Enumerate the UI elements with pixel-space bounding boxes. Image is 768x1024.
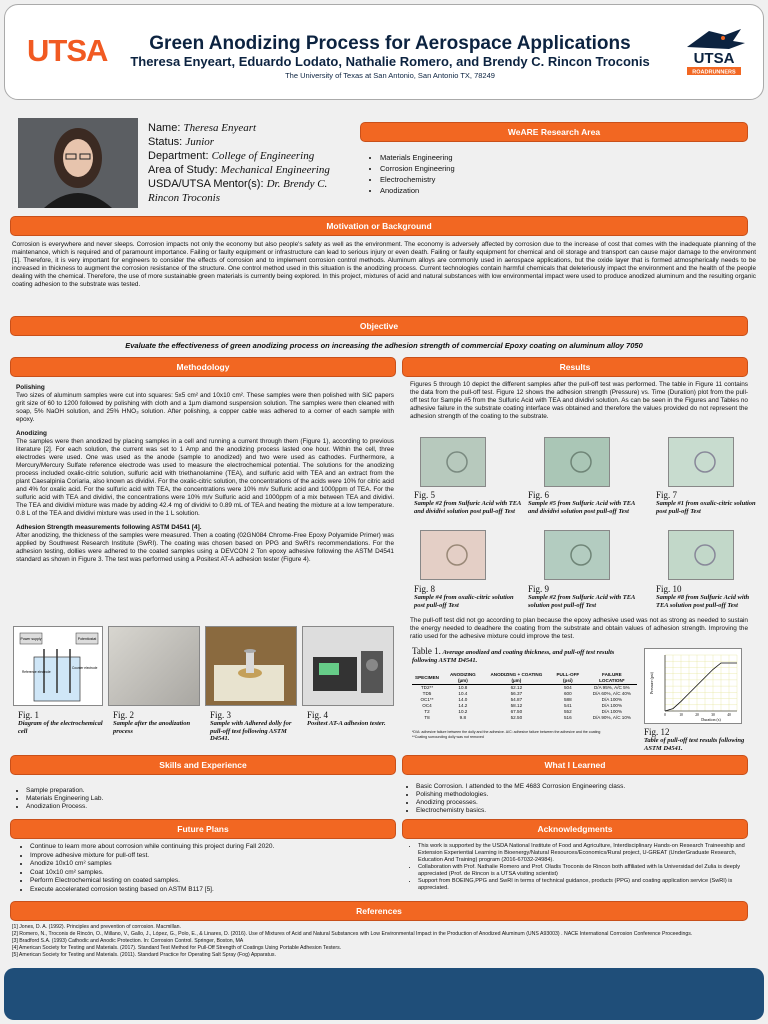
roadrunner-logo-icon [679,27,749,79]
fig1-cell-diagram [13,626,103,706]
x-tick-label: 10 [679,713,683,717]
fig5-photo [420,437,486,487]
fig3-caption: Fig. 3 Sample with Adhered dolly for pull-off test following ASTM D4541. [210,710,292,742]
results-heading: Results [402,357,748,377]
learned-list: • Basic Corrosion. I attended to the ME 4683 Corrosion Engineering class. • Polishing methodologies. • Anodizing processes. • Electrochemistry basics. [404,783,625,815]
student-photo [18,118,138,208]
motivation-text: Corrosion is everywhere and never sleeps. Corrosion impacts not only the economy but also people's safety as well as the environment. The economy is adversely affected by corrosion due to the increase of cost that comes with the inadequate planning of the maintenance, which is required and of paramount importance. Failing or faulty equipment or infrastructure can lead to serious injury or even death. Failing or faulty equipment for chemical and oil storage and transport can cause major damage to the environment [1]. Therefore, it is very important for engineers to consider the effects of corrosion and to implement corrosion control methods. Aluminum alloys are commonly used in aerospace applications, but the oxide layer that is formed atmospherically needs to be increased in thickness to augment the corrosion resistance of the structure. One control method used in this situation is the anodizing process. Current technologies contain harmful chemicals that deleteriously impact the environment and the health of the people dealing with the chemical. Therefore, the use of more sustainable green materials is currently being explored. In this project, mixtures of acid and natural substances with low environmental impact were used to produce anodized aluminum and the resulting organic coating adhesion to the substrate was tested. [12,241,756,288]
motivation-heading: Motivation or Background [10,216,748,236]
svg-text:UTSA: UTSA [693,50,735,67]
fig6-caption: Fig. 6 Sample #5 from Sulfuric Acid with TEA and dividivi solution post pull-off Test [528,490,636,515]
x-axis-label: Duration (s) [701,717,721,722]
results-table: SPECIMEN ANODIZING (µm) ANODIZING + COATING (µm) PULL-OFF (psi) FAILURE LOCATION* TD2** 10.8 62.12 504 D/A 95%, A/C 5% TD5 10.4 56.37 600 D/A 60%, A/C 40% OC1** 14.0 54.87 588 D/A 100% OC4 14.2 58.12 541 D/A 100% T2 10.2 67.50 552 D/A 100% T8 9.8 52.50 516 D/A 90%, A/C 10% [412,672,637,721]
table-row: TD2** 10.8 62.12 504 D/A 95%, A/C 5% [420,685,630,690]
fig2-anodized-sample [108,626,200,706]
fig5-caption: Fig. 5 Sample #2 from Sulfuric Acid with TEA and dividivi solution post pull-off Test [414,490,522,515]
fig2-caption: Fig. 2 Sample after the anodization process [113,710,191,735]
fig7-photo [668,437,734,487]
ack-list: • This work is supported by the USDA National Institute of Food and Agriculture, Interdisciplinary Hands-on Research Traineeship and Extension Experiential Learning in Bioenergy/Natural Resources/Economics/Rural project, U-GREAT (UnderGraduate Research, Education And Training) program (2016-67032-24984). • Collaboration with Prof. Nathalie Romero and Prof. Oladis Troconis de Rincon both affiliated with la Universidad del Zulia is deeply appreciated (Prof. de Rincon is a UTSA visiting scientist) • Support from BOEING,PPG and SwRI in terms of technical guidance, products (PPG) and coating application service (SwRI) is appreciated. [406,843,748,892]
table-notes: *D/A: adhesive failure between the dolly and the adhesive. A/C: adhesive failure between the adhesive and the coating **Coating surrounding dolly was not removed [412,730,601,739]
series-line [665,663,737,711]
methodology-heading: Methodology [10,357,396,377]
objective-text: Evaluate the effectiveness of green anodizing process on increasing the adhesion strength of commercial Epoxy coating on aluminum alloy 7050 [125,341,643,350]
table-row: OC1** 14.0 54.87 588 D/A 100% [420,697,623,702]
results-intro: Figures 5 through 10 depict the different samples after the pull-off test was performed. The table in Figure 11 contains the data from the pull-off test. Figure 12 shows the adhesion strength (Pressure) vs. Time (Duration) plot from the pull-off test for Sample #5 from the Sulfuric Acid with TEA and dividivi solution. As can be seen in the Figures and Tables no adhesive failure in the substrate coating interface was obtained and therefore the values provided do not represent the adhesion strength of the coating to the substrate. [410,381,748,420]
svg-text:Counter electrode: Counter electrode [72,666,98,670]
x-tick-label: 20 [695,713,699,717]
table-row: T8 9.8 52.50 516 D/A 90%, A/C 10% [424,715,631,720]
results-discussion: The pull-off test did not go according to plan because the epoxy adhesive used was not as strong as needed to sustain the energy needed to deadhere the coating from the substrate and obtain values of adhesion strength. Improving the ratio used for the adhesive mixture could improve the test. [410,617,748,640]
svg-text:Reference electrode: Reference electrode [22,670,51,674]
svg-text:Power supply: Power supply [20,637,42,641]
fig10-caption: Fig. 10 Sample #8 from Sulfuric Acid with TEA solution post pull-off Test [656,584,750,609]
svg-text:ROADRUNNERS: ROADRUNNERS [692,69,736,76]
references-heading: References [10,901,748,921]
objective-heading: Objective [10,316,748,336]
skills-heading: Skills and Experience [10,755,396,775]
poster-header [4,4,764,100]
table-row: TD5 10.4 56.37 600 D/A 60%, A/C 40% [422,691,631,696]
fig12-chart [644,648,742,724]
weare-heading: WeARE Research Area [360,122,748,142]
fig8-caption: Fig. 8 Sample #4 from oxalic-citric solution post pull-off Test [414,584,514,609]
table1-caption: Table 1. Average anodized and coating thickness, and pull-off test results following ASTM D4541. [412,646,615,664]
methodology-text: Polishing Two sizes of aluminum samples were cut into squares: 5x5 cm² and 10x10 cm². These samples were then polished with SiC papers grit size of 60 to 1200 followed by polishing with cloth and a 1µm diamond suspension solution. The samples were then cleaned with soap, 5% NaOH solution, and 25% HNO₃ solution. After polishing, a copper cable was adhered to a corner of each sample with epoxy. Anodizing The samples were then anodized by placing samples in a cell and running a current through them (Figure 1), according to previous literature [2]. For each solution, the current was set to 1 Amp and the anodizing process lasted one hour. Within the cell, three electrodes were used. One was used as the anode (sample to anodized) and two were used as cathodes. Furthermore, a Mercury/Mercury Sulfate reference electrode was used to measure the electrochemical potential. The solutions for the anodizing process included oxalic-citric solution, sulfuric acid with triethanolamine (TEA), and sulfuric acid with TEA and an extract from the plant Caesalpinia Coriaria, also known as dividivi. For the oxalic-citric solution, the concentrations of the acids were 10% for citric acid and 4% for oxalic acid. For the sulfuric acid with TEA, the concentrations were 10% m/v Sulfuric acid and 1000ppm of TEA. For the sulfuric acid with TEA and dividivi, the concentrations were 10% m/v Sulfuric acid and 1000ppm of a mix between TEA and dividivi. The TEA and dividivi mixture was made by adding 42.4 mg of dividivi to 0.89 mL of TEA and heating the mixture at a low temperature. 0.8 L of the TEA and dividivi mixture was used in the 1 L solution. Adhesion Strength measurements following ASTM D4541 [4]. After anodizing, the thickness of the samples were measured. Then a coating (02GN084 Chrome-Free Epoxy Polyamide Primer) was applied by Southwest Research Institute (SwRI). The coating was chosen based on PPG and SwRI's recommendations. For the adhesion testing, dollies were adhered to the coated samples using a DEVCON 2 Ton epoxy adhesive following the ASTM D4541 standard as shown in Figure 3. The test was performed using a Positest AT-A adhesion tester (Figure 4). [16,384,394,563]
svg-text:Potentiostat: Potentiostat [77,637,97,641]
learned-heading: What I Learned [402,755,748,775]
fig3-dolly-sample [205,626,297,706]
fig12-caption: Fig. 12 Table of pull-off test results following ASTM D4541. [644,727,745,752]
fig4-caption: Fig. 4 Positest AT-A adhesion tester. [307,710,386,727]
y-axis-label: Pressure (psi) [649,672,654,694]
poster-title: Green Anodizing Process for Aerospace Applications [149,33,631,54]
table-row: OC4 14.2 58.12 541 D/A 100% [422,703,623,708]
fig6-photo [544,437,610,487]
fig8-photo [420,530,486,580]
utsa-logo: UTSA [27,33,108,68]
x-tick-label: 30 [711,713,715,717]
future-heading: Future Plans [10,819,396,839]
references-list: [1] Jones, D. A. (1992). Principles and prevention of corrosion. Macmillan. [2] Romero, N., Troconis de Rincón, O., Millano, V., Gallo, J., López, G., Polo, E., & Linares, D. (2016). Use of Mixtures of Acid and Natural Substances with Low Environmental Impact in the Production of Anodized Aluminum (UNS A93003) . NACE International Corrosion Conference Proceedings. [3] Bradford S.A. (1993) Cathodic and Anodic Protection. In: Corrosion Control. Springer, Boston, MA [4] American Society for Testing and Materials. (2017). Standard Test Method for Pull-Off Strength of Coatings Using Portable Adhesion Testers. [5] American Society for Testing and Materials. (2011). Standard Practice for Operating Salt Spray (Fog) Apparatus. [12,924,693,958]
poster-footer-bar [4,968,764,1020]
poster-affiliation: The University of Texas at San Antonio, San Antonio TX, 78249 [285,71,495,80]
fig1-caption: Fig. 1 Diagram of the electrochemical cell [18,710,103,735]
table-row: T2 10.2 67.50 552 D/A 100% [424,709,623,714]
x-tick-label: 0 [664,713,666,717]
fig9-photo [544,530,610,580]
fig10-photo [668,530,734,580]
fig4-adhesion-tester [302,626,394,706]
weare-list: • Materials Engineering • Corrosion Engineering • Electrochemistry • Anodization [368,152,455,196]
fig7-caption: Fig. 7 Sample #1 from oxalic-citric solution post pull-off Test [656,490,756,515]
student-profile: Name: Theresa Enyeart Status: Junior Department: College of Engineering Area of Study: Mechanical Engineering USDA/UTSA Mentor(s): Dr. Brendy C. Rincon Troconis [148,122,330,204]
skills-list: • Sample preparation. • Materials Engineering Lab. • Anodization Process. [14,787,103,811]
x-tick-label: 40 [727,713,731,717]
poster-authors: Theresa Enyeart, Eduardo Lodato, Nathalie Romero, and Brendy C. Rincon Troconis [130,54,650,69]
future-list: • Continue to learn more about corrosion while continuing this project during Fall 2020. • Improve adhesive mixture for pull-off test. • Anodize 10x10 cm² samples • Coat 10x10 cm² samples. • Perform Electrochemical testing on coated samples. • Execute accelerated corrosion testing based on ASTM B117 [5]. [18,843,274,894]
ack-heading: Acknowledgments [402,819,748,839]
fig9-caption: Fig. 9 Sample #2 from Sulfuric Acid with TEA solution post pull-off Test [528,584,636,609]
